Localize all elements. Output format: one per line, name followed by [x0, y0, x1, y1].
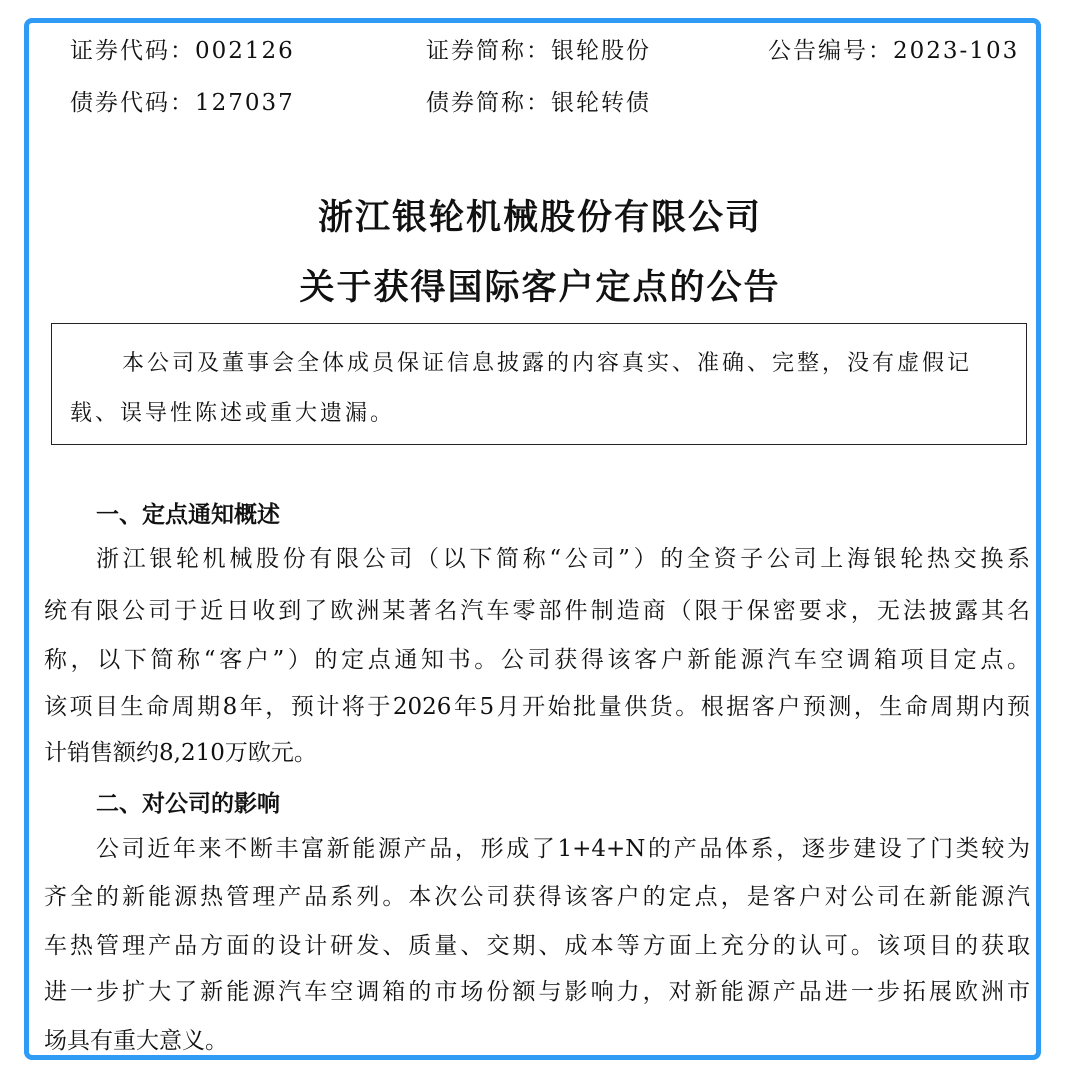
- announcement-number: 公告编号：2023-103: [768, 38, 1020, 64]
- paragraph-line: 齐全的新能源热管理产品系列。本次公司获得该客户的定点，是客户对公司在新能源汽: [44, 884, 1030, 910]
- section-heading-overview: 一、定点通知概述: [96, 502, 280, 528]
- bond-name: 债券简称：银轮转债: [426, 90, 651, 116]
- stock-name: 证券简称：银轮股份: [426, 38, 651, 64]
- paragraph-line: 计销售额约8,210万欧元。: [44, 740, 317, 766]
- paragraph-line: 进一步扩大了新能源汽车空调箱的市场份额与影响力，对新能源产品进一步拓展欧洲市: [44, 979, 1030, 1005]
- paragraph-line: 浙江银轮机械股份有限公司（以下简称“公司”）的全资子公司上海银轮热交换系: [96, 546, 1030, 572]
- paragraph-line: 该项目生命周期8年，预计将于2026年5月开始批量供货。根据客户预测，生命周期内预: [44, 694, 1030, 720]
- stock-code: 证券代码：002126: [70, 38, 295, 64]
- section-heading-impact: 二、对公司的影响: [96, 791, 280, 817]
- disclaimer-line-2: 载、误导性陈述或重大遗漏。: [70, 401, 396, 426]
- disclaimer-line-1: 本公司及董事会全体成员保证信息披露的内容真实、准确、完整，没有虚假记: [122, 351, 973, 376]
- announcement-title: 关于获得国际客户定点的公告: [299, 268, 781, 308]
- company-title: 浙江银轮机械股份有限公司: [317, 198, 762, 238]
- paragraph-line: 车热管理产品方面的设计研发、质量、交期、成本等方面上充分的认可。该项目的获取: [44, 933, 1030, 959]
- paragraph-line: 称，以下简称“客户”）的定点通知书。公司获得该客户新能源汽车空调箱项目定点。: [44, 647, 1030, 673]
- paragraph-line: 公司近年来不断丰富新能源产品，形成了1+4+N的产品体系，逐步建设了门类较为: [96, 836, 1030, 862]
- disclaimer-box: [51, 323, 1027, 445]
- paragraph-line: 统有限公司于近日收到了欧洲某著名汽车零部件制造商（限于保密要求，无法披露其名: [44, 598, 1030, 624]
- paragraph-line: 场具有重大意义。: [44, 1028, 228, 1054]
- bond-code: 债券代码：127037: [70, 90, 295, 116]
